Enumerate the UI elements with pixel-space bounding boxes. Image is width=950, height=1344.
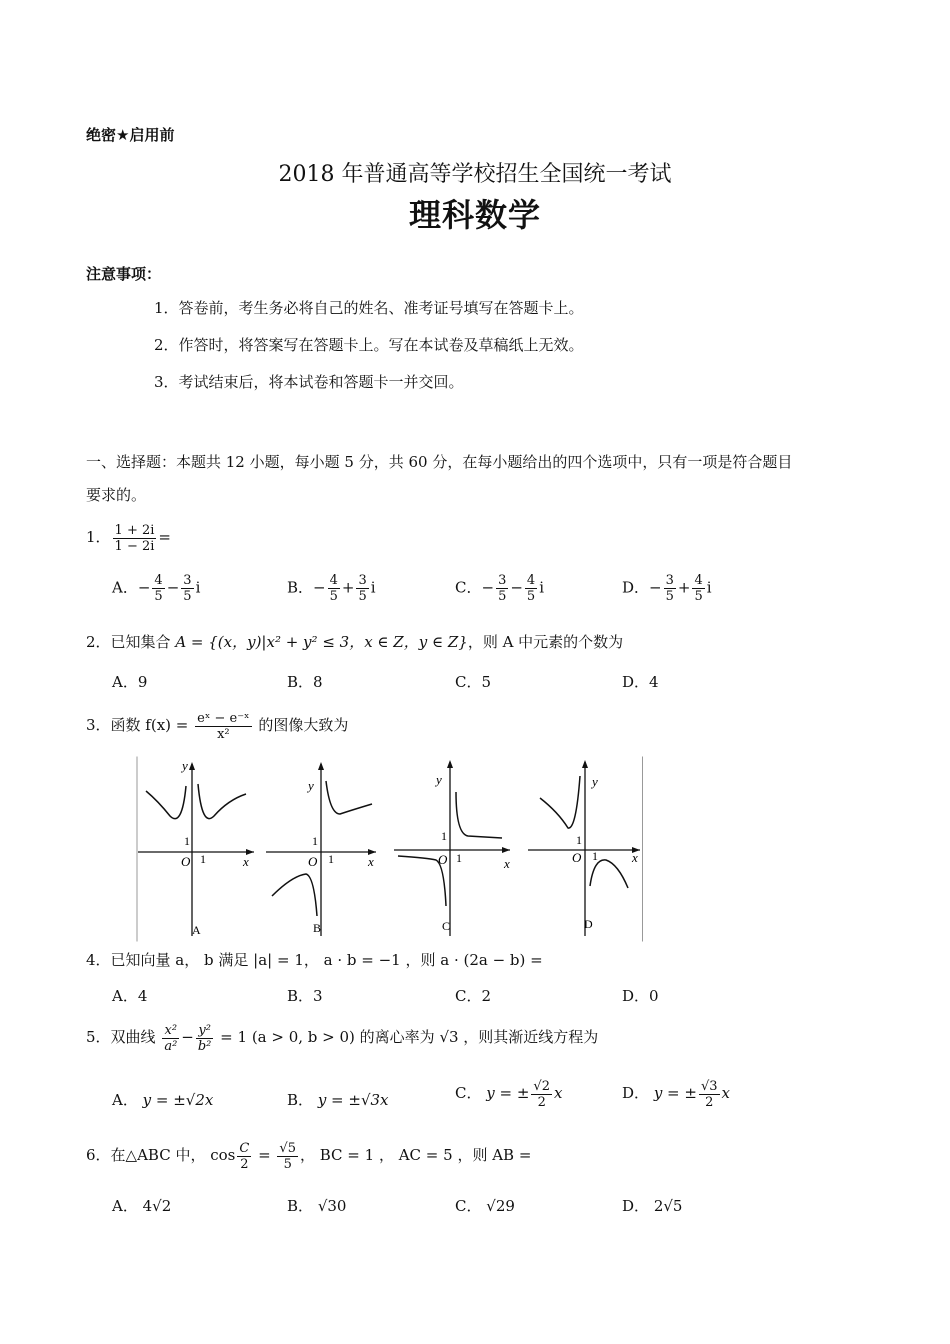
question-6: 6．在△ABC 中， cos $\frac{C}{2}$ = $\frac{√5}{5}$ ， BC = 1 ， AC = 5 ，则 AB = <box>86 1140 532 1172</box>
q1-option-d: D．− $\frac{3}{5}$ + $\frac{4}{5}$ i <box>622 573 712 604</box>
graph-c-x: x <box>504 856 510 871</box>
q3-graphs <box>136 756 644 942</box>
question-2: 2．已知集合 A = {(x，y)|x² + y² ≤ 3，x ∈ Z，y ∈ Z}，则 A 中元素的个数为 <box>86 633 624 651</box>
q4-option-a: A．4 <box>112 987 148 1005</box>
graph-d-1x: 1 <box>592 849 598 863</box>
graph-c-o: O <box>438 852 448 867</box>
graph-b-1y: 1 <box>312 834 318 848</box>
section-heading: 一、选择题：本题共 12 小题，每小题 5 分，共 60 分，在每小题给出的四个选项中，只有一项是符合题目 <box>86 453 793 471</box>
q4-option-b: B．3 <box>287 987 323 1005</box>
graph-c <box>394 760 510 936</box>
graph-d-1y: 1 <box>576 833 582 847</box>
note-item: 1．答卷前，考生务必将自己的姓名、准考证号填写在答题卡上。 <box>154 299 584 317</box>
graph-b-y: y <box>308 778 314 793</box>
q1-option-b: B．− $\frac{4}{5}$ + $\frac{3}{5}$ i <box>287 573 376 604</box>
graph-c-label: C <box>442 919 451 933</box>
confidential-mark: 绝密★启用前 <box>86 126 175 144</box>
subject-title: 理科数学 <box>408 196 541 234</box>
graph-a-1y: 1 <box>184 834 190 848</box>
graph-a-o: O <box>181 854 191 869</box>
graph-c-1x: 1 <box>456 851 462 865</box>
graph-b-o: O <box>308 854 318 869</box>
notes-heading: 注意事项： <box>86 265 162 283</box>
graph-b <box>266 762 376 936</box>
q4-option-c: C．2 <box>455 987 492 1005</box>
q5-option-c: C． y = ± $\frac{√2}{2}$ x <box>455 1078 563 1110</box>
graph-c-y: y <box>436 772 442 787</box>
graph-a <box>138 758 254 937</box>
graph-a-x: x <box>243 854 249 869</box>
section-heading-cont: 要求的。 <box>86 486 147 504</box>
note-item: 2．作答时，将答案写在答题卡上。写在本试卷及草稿纸上无效。 <box>154 336 584 354</box>
q1-option-c: C．− $\frac{3}{5}$ − $\frac{4}{5}$ i <box>455 573 545 604</box>
q2-option-c: C．5 <box>455 673 492 691</box>
graph-a-y: y <box>182 758 188 773</box>
q2-option-a: A．9 <box>112 673 148 691</box>
graph-b-label: B <box>313 921 322 935</box>
q6-option-d: D． 2√5 <box>622 1197 683 1215</box>
q6-option-c: C． √29 <box>455 1197 515 1215</box>
q5-option-b: B． y = ±√3x <box>287 1091 389 1109</box>
question-3: 3．函数 f(x) = $\frac{\text{eˣ − e⁻ˣ}}{\text{x²}}$ 的图像大致为 <box>86 710 349 742</box>
graph-a-label: A <box>192 923 201 937</box>
note-item: 3．考试结束后，将本试卷和答题卡一并交回。 <box>154 373 464 391</box>
q6-option-a: A． 4√2 <box>112 1197 172 1215</box>
question-5: 5．双曲线 $\frac{\text{x²}}{\text{a²}}$ − $\frac{\text{y²}}{\text{b²}}$ = 1 (a > 0, b > 0) 的离心率为 √3 ，则其渐近线方程为 <box>86 1022 599 1054</box>
q1-option-a: A．− $\frac{4}{5}$ − $\frac{3}{5}$ i <box>112 573 201 604</box>
q5-option-d: D． y = ± $\frac{√3}{2}$ x <box>622 1078 730 1110</box>
q5-option-a: A． y = ±√2x <box>112 1091 214 1109</box>
question-4: 4．已知向量 a， b 满足 |a| = 1， a · b = −1 ，则 a · (2a − b) = <box>86 951 543 969</box>
q2-option-d: D．4 <box>622 673 659 691</box>
graph-c-1y: 1 <box>441 829 447 843</box>
graph-d-y: y <box>592 774 598 789</box>
exam-title: 2018 年普通高等学校招生全国统一考试 <box>278 162 672 187</box>
graph-d-o: O <box>572 850 582 865</box>
graph-d-label: D <box>584 917 593 931</box>
question-1: 1． $\frac{1 + 2i}{1 - 2i}$ = <box>86 522 171 554</box>
graph-b-1x: 1 <box>328 852 334 866</box>
q6-option-b: B． √30 <box>287 1197 347 1215</box>
graph-d-x: x <box>632 850 638 865</box>
graph-b-x: x <box>368 854 374 869</box>
graph-d <box>528 760 640 936</box>
graph-a-1x: 1 <box>200 852 206 866</box>
q2-option-b: B．8 <box>287 673 323 691</box>
q4-option-d: D．0 <box>622 987 659 1005</box>
